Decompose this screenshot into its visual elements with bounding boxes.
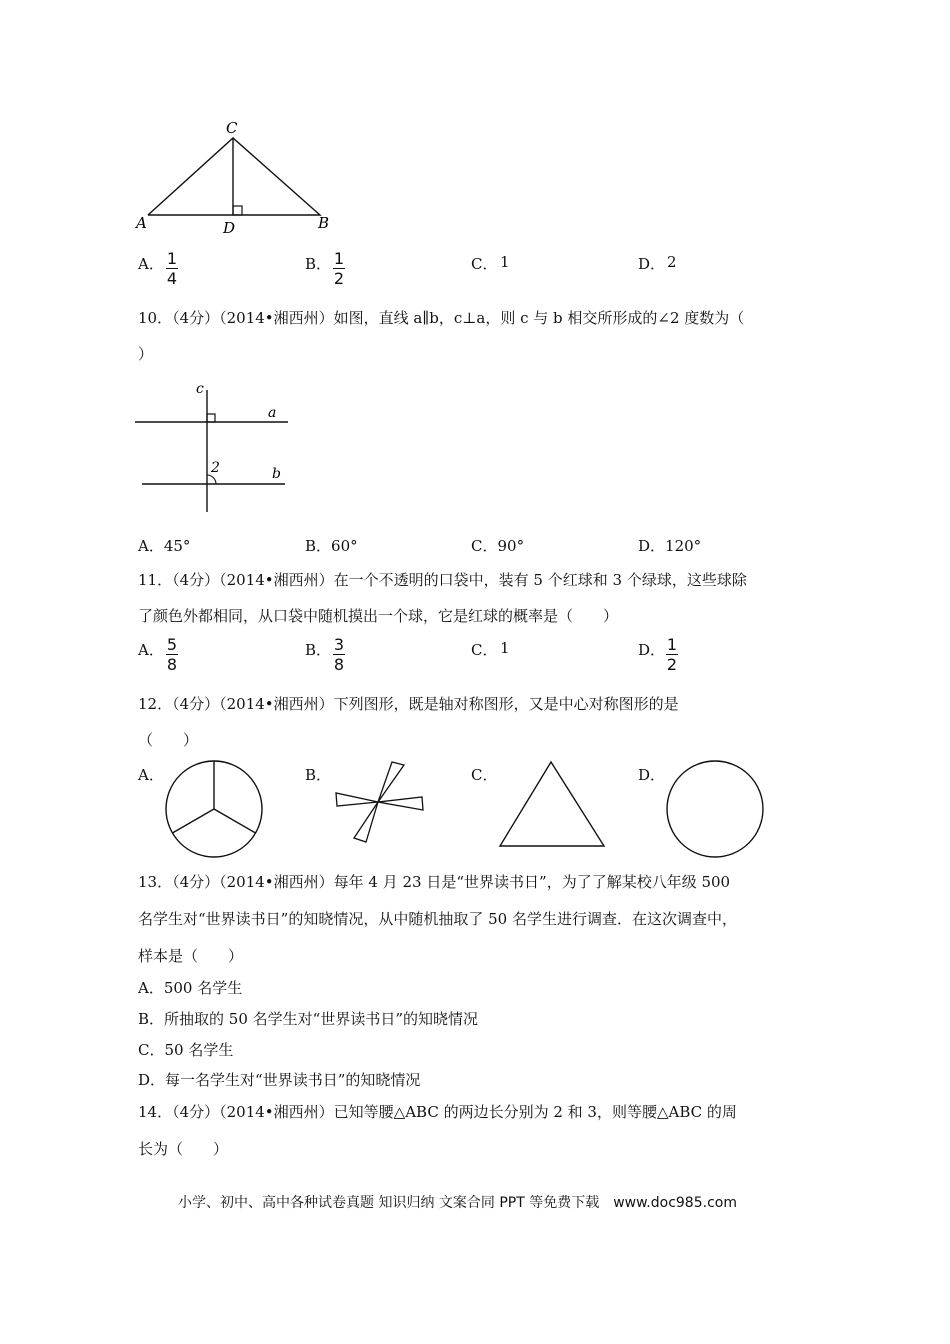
equilateral-triangle-figure	[498, 760, 608, 850]
numerator: 5	[166, 635, 178, 654]
label-c: C	[226, 119, 238, 137]
q9-option-d-label: D．	[638, 255, 666, 273]
q13-text-line1: 13．（4分）（2014•湘西州）每年 4 月 23 日是“世界读书日”，为了了解某校八年级 500	[138, 873, 731, 891]
q11-option-d-label: D．	[638, 641, 666, 659]
triangle-abc-figure	[130, 115, 340, 240]
q11-option-b-fraction	[333, 636, 345, 673]
q13-option-b: B．所抽取的 50 名学生对“世界读书日”的知晓情况	[138, 1010, 478, 1028]
q13-text-line2: 名学生对“世界读书日”的知晓情况，从中随机抽取了 50 名学生进行调查．在这次调查中，	[138, 910, 737, 928]
denominator: 2	[333, 269, 345, 288]
circle-figure	[666, 760, 766, 860]
label-c: c	[196, 381, 204, 397]
circle-three-sectors-figure	[165, 760, 265, 860]
q14-text-line1: 14．（4分）（2014•湘西州）已知等腰△ABC 的两边长分别为 2 和 3，则等腰△ABC 的周	[138, 1103, 737, 1121]
q12-option-b-label: B．	[305, 766, 332, 784]
numerator: 1	[333, 249, 345, 268]
q11-option-c-value: 1	[500, 639, 510, 657]
q12-text-line1: 12．（4分）（2014•湘西州）下列图形，既是轴对称图形，又是中心对称图形的是	[138, 695, 679, 713]
q14-text-line2: 长为（ ）	[138, 1140, 229, 1158]
q9-option-d-value: 2	[667, 253, 677, 271]
q13-option-a: A．500 名学生	[138, 979, 243, 997]
numerator: 3	[333, 635, 345, 654]
q9-option-a-label: A．	[138, 255, 164, 273]
q13-option-d: D．每一名学生对“世界读书日”的知晓情况	[138, 1071, 421, 1089]
q9-option-c-label: C．	[471, 255, 498, 273]
q10-text-line2: ）	[138, 345, 154, 363]
numerator: 1	[666, 635, 678, 654]
q11-option-c-label: C．	[471, 641, 498, 659]
denominator: 4	[166, 269, 178, 288]
label-angle-2: 2	[211, 460, 220, 476]
footer-text: 小学、初中、高中各种试卷真题 知识归纳 文案合同 PPT 等免费下载 www.doc985.com	[178, 1195, 737, 1211]
q10-text-line1: 10．（4分）（2014•湘西州）如图，直线 a∥b，c⊥a，则 c 与 b 相交所形成的∠2 度数为（	[138, 309, 745, 327]
q11-text-line2: 了颜色外都相同，从口袋中随机摸出一个球，它是红球的概率是（ ）	[138, 607, 619, 625]
q11-option-b-label: B．	[305, 641, 332, 659]
label-a: a	[268, 405, 277, 421]
q9-option-b-fraction	[333, 250, 345, 287]
q11-text-line1: 11．（4分）（2014•湘西州）在一个不透明的口袋中，装有 5 个红球和 3 个绿球，这些球除	[138, 571, 747, 589]
q11-option-a-label: A．	[138, 641, 164, 659]
q11-option-d-fraction	[666, 636, 678, 673]
denominator: 8	[166, 655, 178, 674]
q10-option-a: A．45°	[138, 537, 191, 555]
q12-option-a-label: A．	[138, 766, 164, 784]
denominator: 2	[666, 655, 678, 674]
q10-option-d: D．120°	[638, 537, 702, 555]
pinwheel-figure	[330, 760, 430, 860]
q9-option-b-label: B．	[305, 255, 332, 273]
label-b: B	[318, 214, 330, 232]
denominator: 8	[333, 655, 345, 674]
q12-text-line2: （ ）	[138, 731, 199, 749]
label-d: D	[223, 219, 236, 237]
numerator: 1	[166, 249, 178, 268]
q13-option-c: C．50 名学生	[138, 1041, 234, 1059]
q10-option-c: C．90°	[471, 537, 525, 555]
q9-option-c-value: 1	[500, 253, 510, 271]
q9-option-a-fraction	[166, 250, 178, 287]
q11-option-a-fraction	[166, 636, 178, 673]
q12-option-d-label: D．	[638, 766, 666, 784]
label-a: A	[136, 214, 147, 232]
q10-option-b: B．60°	[305, 537, 358, 555]
parallel-lines-figure	[130, 380, 300, 520]
q12-option-c-label: C．	[471, 766, 498, 784]
q13-text-line3: 样本是（ ）	[138, 947, 244, 965]
label-b: b	[272, 466, 281, 482]
